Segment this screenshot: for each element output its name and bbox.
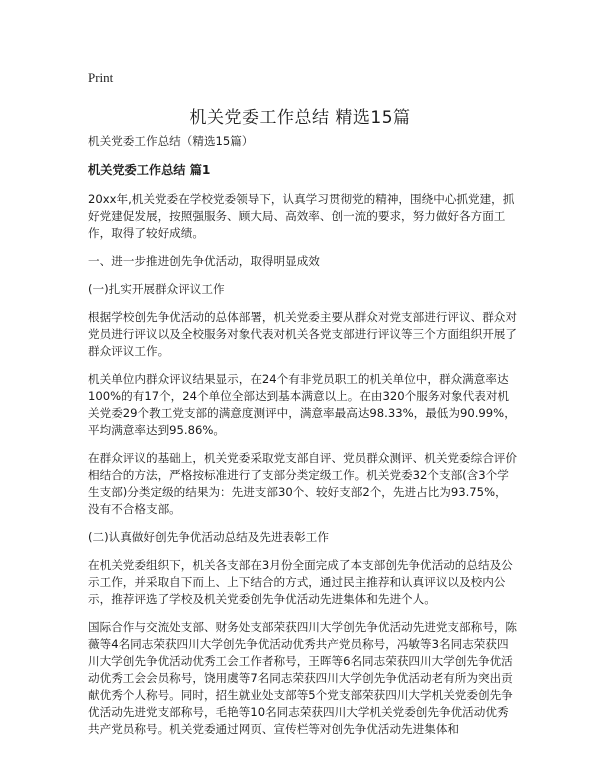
- article-body: [88, 133, 518, 749]
- paragraph-three: 在群众评议的基础上，机关党委采取党支部自评、党员群众测评、机关党委综合评价相结合的方法，严格按标准进行了支部分类定级工作。机关党委32个支部(含3个学生支部)分类定级的结果为：先进支部30个、较好支部2个，先进占比为93.75%，没有不合格支部。: [88, 451, 517, 516]
- page-title: 机关党委工作总结 精选15篇: [189, 108, 411, 128]
- print-link[interactable]: Print: [88, 70, 114, 85]
- paragraph-two: 机关单位内群众评议结果显示，在24个有非党员职工的机关单位中，群众满意率达100%的有17个，24个单位全部达到基本满意以上。在由320个服务对象代表对机关党委29个教工党支部的满意度测评中，满意率最高达98.33%，最低为90.99%，平均满意率达到95.86%。: [88, 372, 516, 437]
- section-heading: 机关党委工作总结 篇1: [88, 163, 211, 177]
- point-one-heading: 一、进一步推进创先争优活动，取得明显成效: [88, 254, 320, 268]
- paragraph-one: 根据学校创先争优活动的总体部署，机关党委主要从群众对党支部进行评议、群众对党员进行评议以及全校服务对象代表对机关各党支部进行评议等三个方面组织开展了群众评议工作。: [88, 310, 517, 358]
- article-subtitle: 机关党委工作总结（精选15篇）: [88, 134, 254, 148]
- intro-paragraph: 20xx年,机关党委在学校党委领导下，认真学习贯彻党的精神，围绕中心抓党建，抓好党建促发展，按照强服务、顾大局、高效率、创一流的要求，努力做好各方面工作，取得了较好成绩。: [88, 192, 515, 240]
- sub-two-heading: (二)认真做好创先争优活动总结及先进表彰工作: [88, 530, 329, 544]
- sub-one-heading: (一)扎实开展群众评议工作: [88, 282, 225, 296]
- paragraph-five: 国际合作与交流处支部、财务处支部荣获四川大学创先争优活动先进党支部称号，陈薇等4名同志荣获四川大学创先争优活动优秀共产党员称号，冯敏等3名同志荣获四川大学创先争优活动优秀工会工作者称号，王晖等6名同志荣获四川大学创先争优活动优秀工会会员称号，饶用虞等7名同志荣获四川大学创先争优活动老有所为突出贡献优秀个人称号。同时，招生就业处支部等5个党支部荣获四川大学机关党委创先争优活动先进党支部称号，毛艳等10名同志荣获四川大学机关党委创先争优活动优秀共产党员称号。机关党委通过网页、宣传栏等对创先争优活动先进集体和: [88, 620, 517, 736]
- paragraph-four: 在机关党委组织下，机关各支部在3月份全面完成了本支部创先争优活动的总结及公示工作，并采取自下而上、上下结合的方式，通过民主推荐和认真评议以及校内公示，推荐评选了学校及机关党委创先争优活动先进集体和先进个人。: [88, 558, 513, 606]
